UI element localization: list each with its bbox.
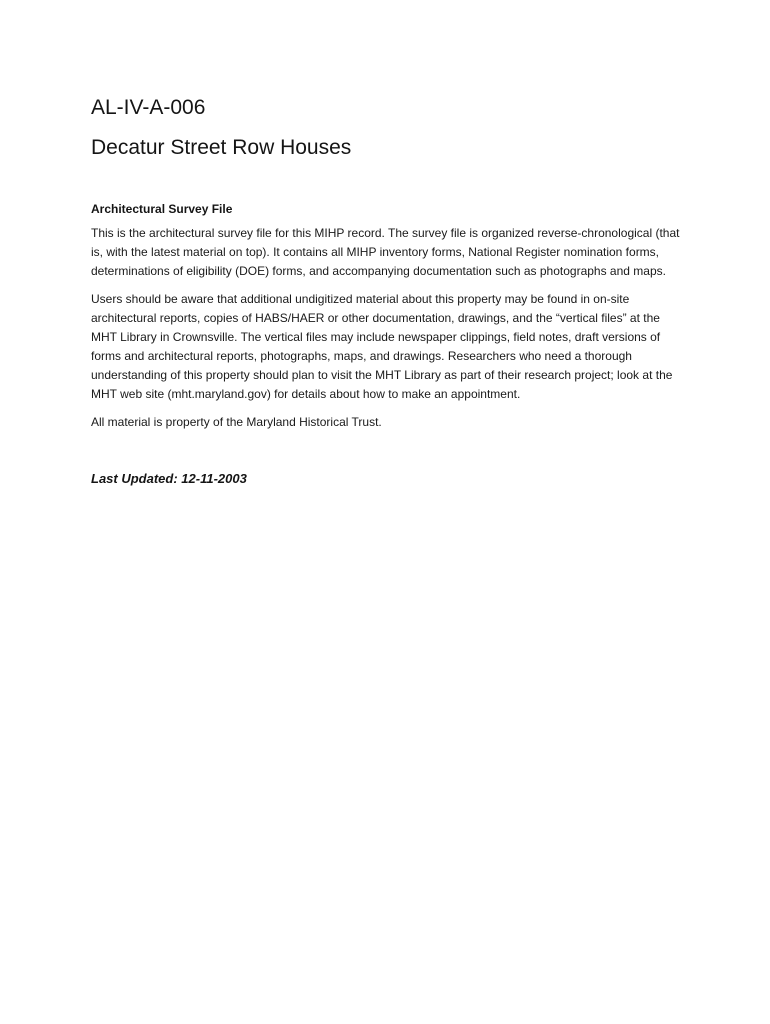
section-heading: Architectural Survey File [91,202,233,216]
record-title: Decatur Street Row Houses [91,136,352,159]
document-content [91,94,681,488]
additional-material-paragraph: Users should be aware that additional undigitized material about this property may be found in on-site architectural reports, copies of HABS/HAER or other documentation, drawings, and the “vertical files” at the MHT Library in Crownsville. The vertical files may include newspaper clippings, field notes, draft versions of forms and architectural reports, photographs, maps, and drawings. Researchers who need a thorough understanding of this property should plan to visit the MHT Library as part of their research project; look at the MHT web site (mht.maryland.gov) for details about how to make an appointment. [91,292,673,401]
intro-paragraph: This is the architectural survey file for this MIHP record. The survey file is organized reverse-chronological (that is, with the latest material on top). It contains all MIHP inventory forms, National Register nomination forms, determinations of eligibility (DOE) forms, and accompanying documentation such as photographs and maps. [91,226,680,278]
last-updated: Last Updated: 12-11-2003 [91,471,247,486]
record-id: AL-IV-A-006 [91,96,206,119]
property-notice-paragraph: All material is property of the Maryland Historical Trust. [91,415,382,429]
